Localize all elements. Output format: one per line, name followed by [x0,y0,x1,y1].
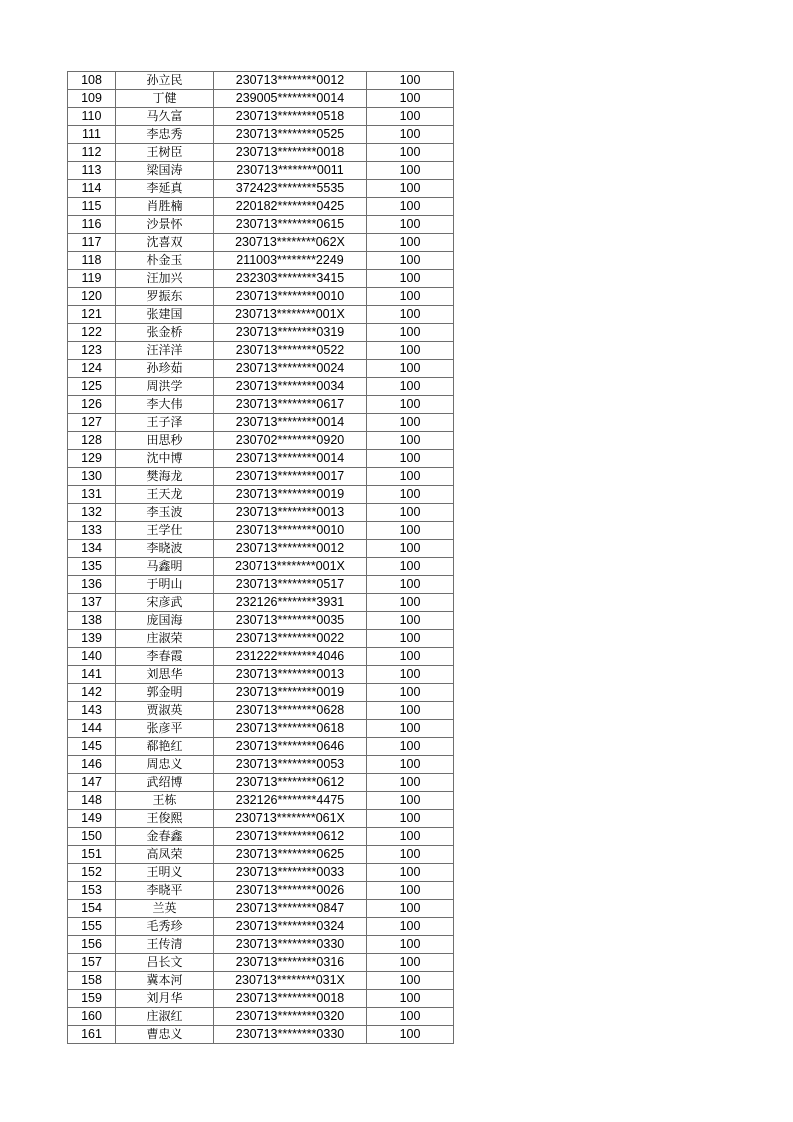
cell-score: 100 [367,342,454,360]
table-row [68,576,454,594]
cell-id-number: 230713********0026 [214,882,367,900]
cell-score: 100 [367,1026,454,1044]
cell-score: 100 [367,180,454,198]
cell-id-number: 230713********0017 [214,468,367,486]
cell-score: 100 [367,738,454,756]
cell-score: 100 [367,954,454,972]
table-row [68,774,454,792]
cell-id-number: 230713********0033 [214,864,367,882]
table-row [68,918,454,936]
cell-id-number: 230713********0618 [214,720,367,738]
cell-name: 庄淑红 [116,1008,214,1026]
cell-number: 144 [68,720,116,738]
table-row [68,828,454,846]
table-row [68,1026,454,1044]
cell-id-number: 230713********0019 [214,486,367,504]
cell-name: 张金桥 [116,324,214,342]
table-row [68,216,454,234]
cell-score: 100 [367,432,454,450]
cell-name: 吕长文 [116,954,214,972]
table-row [68,414,454,432]
cell-score: 100 [367,216,454,234]
cell-score: 100 [367,864,454,882]
table-row [68,846,454,864]
cell-name: 田思秒 [116,432,214,450]
roster-table-body [68,72,454,1044]
cell-id-number: 230713********0012 [214,540,367,558]
cell-number: 123 [68,342,116,360]
cell-score: 100 [367,918,454,936]
cell-number: 141 [68,666,116,684]
cell-id-number: 230713********0316 [214,954,367,972]
cell-number: 156 [68,936,116,954]
table-row [68,234,454,252]
cell-name: 王俊熙 [116,810,214,828]
table-row [68,540,454,558]
cell-name: 罗振东 [116,288,214,306]
cell-score: 100 [367,558,454,576]
cell-score: 100 [367,360,454,378]
cell-score: 100 [367,144,454,162]
cell-name: 刘思华 [116,666,214,684]
cell-id-number: 230713********0522 [214,342,367,360]
table-row [68,108,454,126]
cell-score: 100 [367,198,454,216]
cell-number: 130 [68,468,116,486]
cell-score: 100 [367,720,454,738]
cell-name: 梁国涛 [116,162,214,180]
cell-number: 139 [68,630,116,648]
cell-id-number: 232126********4475 [214,792,367,810]
cell-id-number: 230713********061X [214,810,367,828]
cell-number: 142 [68,684,116,702]
cell-name: 兰英 [116,900,214,918]
cell-number: 151 [68,846,116,864]
cell-id-number: 232303********3415 [214,270,367,288]
table-row [68,252,454,270]
cell-name: 沈喜双 [116,234,214,252]
table-row [68,900,454,918]
cell-name: 朴金玉 [116,252,214,270]
cell-score: 100 [367,486,454,504]
cell-name: 沈中博 [116,450,214,468]
cell-number: 147 [68,774,116,792]
cell-id-number: 230713********0646 [214,738,367,756]
cell-score: 100 [367,1008,454,1026]
cell-name: 宋彦武 [116,594,214,612]
cell-name: 李晓波 [116,540,214,558]
cell-score: 100 [367,108,454,126]
cell-id-number: 230713********0330 [214,1026,367,1044]
cell-number: 148 [68,792,116,810]
cell-id-number: 230713********0053 [214,756,367,774]
cell-id-number: 230713********0011 [214,162,367,180]
cell-score: 100 [367,774,454,792]
cell-score: 100 [367,252,454,270]
table-row [68,468,454,486]
cell-score: 100 [367,162,454,180]
table-row [68,162,454,180]
cell-name: 王子泽 [116,414,214,432]
cell-number: 128 [68,432,116,450]
cell-number: 120 [68,288,116,306]
cell-number: 134 [68,540,116,558]
table-row [68,882,454,900]
cell-id-number: 230713********0034 [214,378,367,396]
cell-number: 122 [68,324,116,342]
cell-id-number: 230713********0330 [214,936,367,954]
table-row [68,360,454,378]
cell-id-number: 230713********062X [214,234,367,252]
cell-number: 136 [68,576,116,594]
cell-score: 100 [367,378,454,396]
cell-score: 100 [367,594,454,612]
table-row [68,72,454,90]
cell-name: 王栋 [116,792,214,810]
cell-number: 109 [68,90,116,108]
cell-name: 郗艳红 [116,738,214,756]
cell-number: 155 [68,918,116,936]
cell-name: 高凤荣 [116,846,214,864]
cell-score: 100 [367,90,454,108]
cell-number: 143 [68,702,116,720]
cell-id-number: 230713********0013 [214,504,367,522]
cell-score: 100 [367,126,454,144]
cell-score: 100 [367,576,454,594]
roster-table [67,71,454,1044]
cell-number: 127 [68,414,116,432]
cell-number: 153 [68,882,116,900]
cell-score: 100 [367,810,454,828]
cell-name: 周忠义 [116,756,214,774]
table-row [68,90,454,108]
cell-number: 140 [68,648,116,666]
table-row [68,738,454,756]
table-row [68,144,454,162]
cell-score: 100 [367,846,454,864]
cell-name: 于明山 [116,576,214,594]
cell-number: 161 [68,1026,116,1044]
cell-name: 丁健 [116,90,214,108]
cell-id-number: 230713********0024 [214,360,367,378]
cell-name: 刘月华 [116,990,214,1008]
cell-id-number: 231222********4046 [214,648,367,666]
cell-id-number: 372423********5535 [214,180,367,198]
cell-name: 孙珍茹 [116,360,214,378]
cell-number: 131 [68,486,116,504]
cell-id-number: 230713********0010 [214,522,367,540]
table-row [68,306,454,324]
cell-id-number: 230713********001X [214,306,367,324]
cell-number: 137 [68,594,116,612]
cell-name: 王天龙 [116,486,214,504]
cell-number: 112 [68,144,116,162]
cell-id-number: 232126********3931 [214,594,367,612]
cell-score: 100 [367,612,454,630]
table-row [68,522,454,540]
cell-name: 金春鑫 [116,828,214,846]
cell-number: 132 [68,504,116,522]
table-row [68,936,454,954]
cell-score: 100 [367,882,454,900]
cell-id-number: 230713********0324 [214,918,367,936]
table-row [68,396,454,414]
cell-score: 100 [367,648,454,666]
table-row [68,558,454,576]
cell-number: 154 [68,900,116,918]
cell-id-number: 230713********0014 [214,414,367,432]
table-row [68,342,454,360]
cell-name: 曹忠义 [116,1026,214,1044]
cell-name: 肖胜楠 [116,198,214,216]
cell-score: 100 [367,540,454,558]
cell-number: 114 [68,180,116,198]
cell-number: 125 [68,378,116,396]
cell-number: 126 [68,396,116,414]
cell-score: 100 [367,396,454,414]
table-row [68,792,454,810]
cell-name: 李春霞 [116,648,214,666]
cell-name: 李大伟 [116,396,214,414]
cell-score: 100 [367,666,454,684]
cell-id-number: 230713********0022 [214,630,367,648]
table-row [68,720,454,738]
cell-number: 152 [68,864,116,882]
cell-id-number: 230713********0013 [214,666,367,684]
cell-score: 100 [367,756,454,774]
cell-name: 王明义 [116,864,214,882]
cell-name: 庞国海 [116,612,214,630]
cell-name: 王传清 [116,936,214,954]
cell-number: 124 [68,360,116,378]
cell-id-number: 230713********001X [214,558,367,576]
table-row [68,180,454,198]
cell-name: 樊海龙 [116,468,214,486]
cell-number: 145 [68,738,116,756]
table-row [68,1008,454,1026]
cell-name: 马久富 [116,108,214,126]
cell-number: 157 [68,954,116,972]
cell-name: 汪加兴 [116,270,214,288]
cell-score: 100 [367,288,454,306]
cell-number: 149 [68,810,116,828]
cell-name: 王学仕 [116,522,214,540]
cell-number: 116 [68,216,116,234]
cell-id-number: 230713********0617 [214,396,367,414]
cell-name: 周洪学 [116,378,214,396]
cell-number: 111 [68,126,116,144]
table-row [68,126,454,144]
cell-name: 毛秀珍 [116,918,214,936]
cell-id-number: 230713********0612 [214,774,367,792]
table-row [68,612,454,630]
cell-number: 115 [68,198,116,216]
cell-id-number: 230713********0518 [214,108,367,126]
cell-number: 159 [68,990,116,1008]
cell-score: 100 [367,468,454,486]
cell-number: 133 [68,522,116,540]
cell-id-number: 230713********0014 [214,450,367,468]
table-row [68,594,454,612]
cell-name: 马鑫明 [116,558,214,576]
cell-number: 135 [68,558,116,576]
cell-number: 138 [68,612,116,630]
table-row [68,864,454,882]
table-row [68,450,454,468]
cell-id-number: 230713********0018 [214,144,367,162]
cell-number: 129 [68,450,116,468]
cell-number: 150 [68,828,116,846]
table-row [68,486,454,504]
cell-id-number: 230713********0035 [214,612,367,630]
cell-number: 119 [68,270,116,288]
cell-id-number: 230713********0319 [214,324,367,342]
table-row [68,270,454,288]
cell-id-number: 239005********0014 [214,90,367,108]
cell-name: 沙景怀 [116,216,214,234]
cell-score: 100 [367,702,454,720]
table-row [68,990,454,1008]
cell-id-number: 230702********0920 [214,432,367,450]
cell-name: 郭金明 [116,684,214,702]
table-row [68,810,454,828]
table-row [68,432,454,450]
cell-score: 100 [367,936,454,954]
cell-name: 武绍博 [116,774,214,792]
cell-name: 贾淑英 [116,702,214,720]
table-row [68,666,454,684]
cell-score: 100 [367,414,454,432]
cell-name: 汪洋洋 [116,342,214,360]
cell-id-number: 230713********0628 [214,702,367,720]
cell-id-number: 230713********0625 [214,846,367,864]
table-row [68,198,454,216]
cell-id-number: 230713********0525 [214,126,367,144]
cell-name: 张建国 [116,306,214,324]
cell-name: 李晓平 [116,882,214,900]
table-row [68,702,454,720]
cell-name: 张彦平 [116,720,214,738]
cell-score: 100 [367,972,454,990]
table-row [68,504,454,522]
cell-id-number: 220182********0425 [214,198,367,216]
table-row [68,630,454,648]
cell-id-number: 230713********0019 [214,684,367,702]
cell-score: 100 [367,684,454,702]
table-row [68,684,454,702]
cell-name: 李延真 [116,180,214,198]
cell-name: 庄淑荣 [116,630,214,648]
cell-id-number: 230713********0010 [214,288,367,306]
cell-id-number: 230713********0615 [214,216,367,234]
cell-id-number: 230713********0018 [214,990,367,1008]
cell-id-number: 230713********031X [214,972,367,990]
cell-number: 113 [68,162,116,180]
cell-score: 100 [367,990,454,1008]
cell-name: 孙立民 [116,72,214,90]
cell-score: 100 [367,900,454,918]
table-row [68,648,454,666]
table-row [68,954,454,972]
cell-score: 100 [367,324,454,342]
cell-number: 158 [68,972,116,990]
cell-score: 100 [367,270,454,288]
table-row [68,378,454,396]
cell-score: 100 [367,72,454,90]
cell-number: 121 [68,306,116,324]
cell-id-number: 230713********0012 [214,72,367,90]
cell-score: 100 [367,504,454,522]
table-row [68,756,454,774]
cell-id-number: 230713********0847 [214,900,367,918]
cell-id-number: 230713********0320 [214,1008,367,1026]
table-row [68,972,454,990]
cell-number: 110 [68,108,116,126]
cell-number: 146 [68,756,116,774]
cell-id-number: 211003********2249 [214,252,367,270]
cell-name: 冀本河 [116,972,214,990]
cell-score: 100 [367,792,454,810]
cell-name: 王树臣 [116,144,214,162]
cell-id-number: 230713********0517 [214,576,367,594]
cell-name: 李忠秀 [116,126,214,144]
cell-score: 100 [367,522,454,540]
cell-number: 118 [68,252,116,270]
cell-id-number: 230713********0612 [214,828,367,846]
cell-name: 李玉波 [116,504,214,522]
cell-score: 100 [367,450,454,468]
table-row [68,288,454,306]
cell-score: 100 [367,306,454,324]
cell-score: 100 [367,234,454,252]
cell-score: 100 [367,828,454,846]
cell-number: 108 [68,72,116,90]
cell-score: 100 [367,630,454,648]
cell-number: 160 [68,1008,116,1026]
table-row [68,324,454,342]
cell-number: 117 [68,234,116,252]
